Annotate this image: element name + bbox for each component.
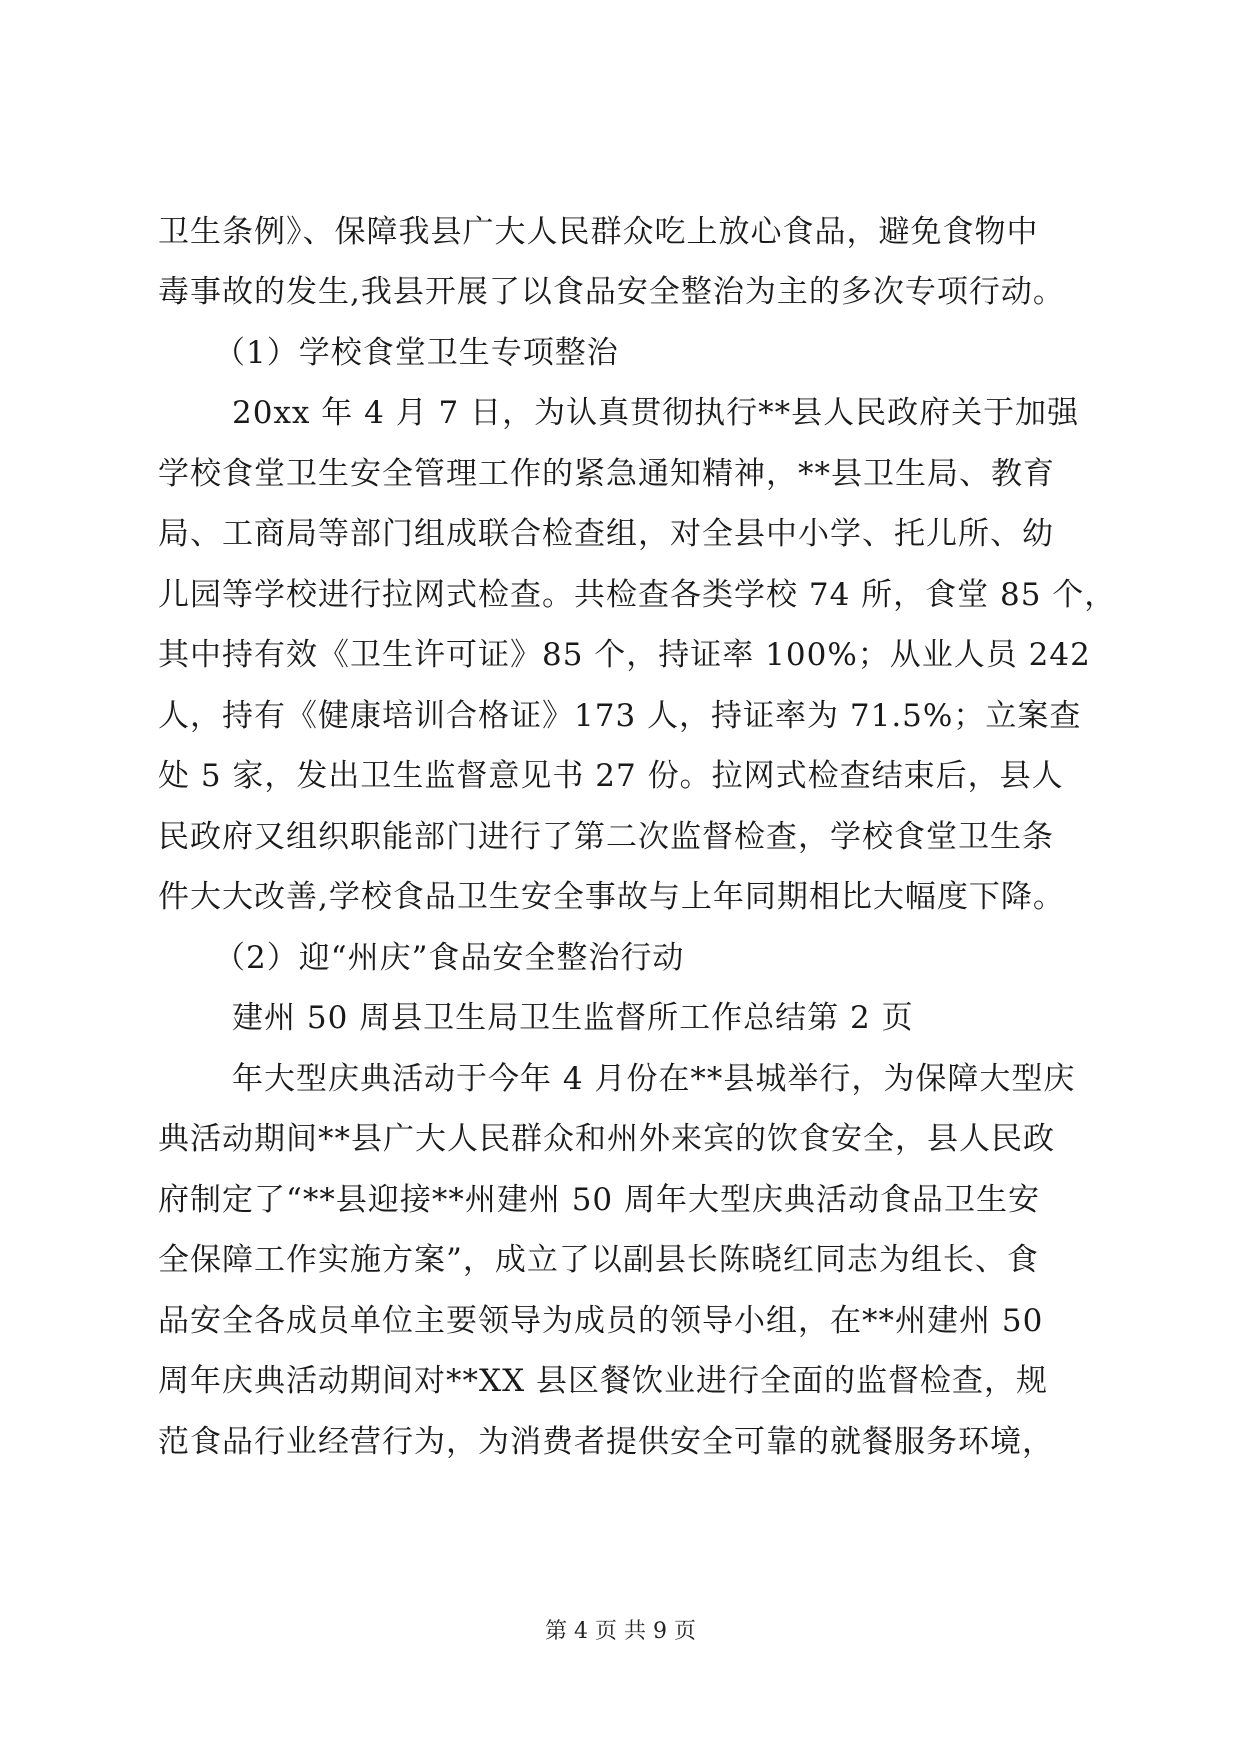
text-line: 件大大改善,学校食品卫生安全事故与上年同期相比大幅度下降。 — [158, 879, 1065, 915]
section-heading: （1）学校食堂卫生专项整治 — [214, 335, 619, 371]
text-line: 其中持有效《卫生许可证》85 个，持证率 100%；从业人员 242 — [158, 637, 1091, 673]
text-line: 品安全各成员单位主要领导为成员的领导小组，在**州建州 50 — [158, 1303, 1044, 1339]
text-line: 人，持有《健康培训合格证》173 人，持证率为 71.5%；立案查 — [158, 698, 1082, 734]
text-line: 卫生条例》、保障我县广大人民群众吃上放心食品，避免食物中 — [158, 214, 1039, 250]
text-line: 儿园等学校进行拉网式检查。共检查各类学校 74 所，食堂 85 个， — [158, 577, 1117, 613]
text-line: 典活动期间**县广大人民群众和州外来宾的饮食安全，县人民政 — [158, 1121, 1055, 1157]
section-heading: （2）迎“州庆”食品安全整治行动 — [214, 940, 685, 976]
text-line: 民政府又组织职能部门进行了第二次监督检查，学校食堂卫生条 — [158, 819, 1054, 855]
page-footer: 第 4 页 共 9 页 — [545, 1619, 696, 1644]
text-line: 建州 50 周县卫生局卫生监督所工作总结第 2 页 — [232, 1000, 914, 1036]
text-line: 学校食堂卫生安全管理工作的紧急通知精神，**县卫生局、教育 — [158, 456, 1055, 492]
text-line: 范食品行业经营行为，为消费者提供安全可靠的就餐服务环境， — [158, 1424, 1054, 1460]
text-line: 年大型庆典活动于今年 4 月份在**县城举行，为保障大型庆 — [232, 1061, 1076, 1097]
text-line: 处 5 家，发出卫生监督意见书 27 份。拉网式检查结束后，县人 — [158, 758, 1064, 794]
text-line: 周年庆典活动期间对**XX 县区餐饮业进行全面的监督检查，规 — [158, 1363, 1048, 1399]
text-line: 20xx 年 4 月 7 日，为认真贯彻执行**县人民政府关于加强 — [232, 395, 1080, 431]
text-line: 全保障工作实施方案”，成立了以副县长陈晓红同志为组长、食 — [158, 1242, 1039, 1278]
text-line: 毒事故的发生,我县开展了以食品安全整治为主的多次专项行动。 — [158, 274, 1065, 310]
text-line: 局、工商局等部门组成联合检查组，对全县中小学、托儿所、幼 — [158, 516, 1054, 552]
text-line: 府制定了“**县迎接**州建州 50 周年大型庆典活动食品卫生安 — [158, 1182, 1040, 1218]
